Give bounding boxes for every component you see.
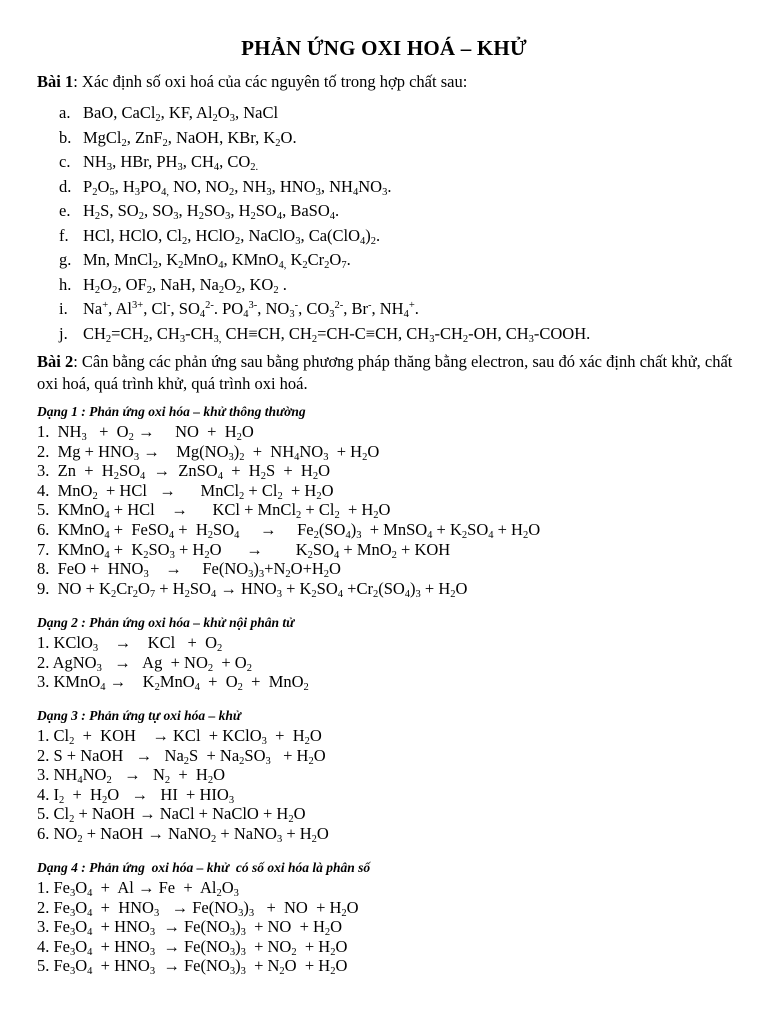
reaction-equation: 3. $Zn + H_2SO_4$ → ZnSO$_4$ + $H_2S + H_2O$ <box>37 461 331 483</box>
item-formulas: $P_2O_5$, $H_3PO_{4,}$ NO, $NO_2$, $NH_3$, $HNO_3$, $NH_4NO_3$. <box>83 176 392 198</box>
reaction-equation: 6. $NO_2$ + NaOH → NaNO$_2$ + NaNO$_3$ + $H_2O$ <box>37 823 329 845</box>
reaction-equation: 3. $Fe_3O_4 + HNO_3 \to Fe(NO_3)_3$ + NO + $H_2O$ <box>37 917 343 939</box>
reaction-equation: 7. KMnO$_4$ + $K_2SO_3 + H_2O$ → $K_2SO_4 + MnO_2$ + KOH <box>37 539 451 561</box>
reaction-equation: 6. KMnO$_4$ + FeSO$_4$ + $H_2SO_4$ → $Fe_2(SO_4)_3$ + MnSO$_4$ + $K_2SO_4 + H_2O$ <box>37 519 541 541</box>
exercise-1-item <box>59 249 590 274</box>
reaction-equation: 2. $Fe_3O_4 + HNO_3 \to Fe(NO_3)_3$ + NO + $H_2O$ <box>37 897 359 919</box>
item-formulas: MgCl$_2$, ZnF$_2$, NaOH, KBr, $K_2O$. <box>83 127 297 149</box>
exercise-1-item <box>59 274 590 299</box>
section-title: Dạng 2 : Phản ứng oxi hóa – khử nội phân tử <box>37 615 295 630</box>
exercise-1-item <box>59 323 590 348</box>
exercise-1-item <box>59 127 590 152</box>
exercise-1-item <box>59 102 590 127</box>
reaction-equation: 3. KMnO$_4$ → $K_2MnO_4 + O_2 + MnO_2$ <box>37 672 309 694</box>
item-marker: d. <box>59 176 72 196</box>
reaction-equation: 1. $Fe_3O_4 + Al \to Fe + Al_2O_3$ <box>37 878 239 899</box>
item-marker: h. <box>59 274 72 294</box>
reaction-equation: 2. S + NaOH → $Na_2S + Na_2SO_3 + H_2O$ <box>37 745 326 767</box>
item-marker: j. <box>59 323 68 343</box>
reaction-equation: 4. MnO$_2$ + HCl → MnCl$_2$ + $Cl_2 + H_2O$ <box>37 480 334 502</box>
reaction-equation: 1. $NH_3 + O_2$ → NO + $H_2O$ <box>37 422 254 443</box>
item-formulas: Mn, MnCl$_2$, $K_2MnO_4$, KMnO$_{4,}$ $K_2Cr_2O_7$. <box>83 250 351 271</box>
exercise-1-item <box>59 151 590 176</box>
reaction-equation: 3. $NH_4NO_2 \to N_2 + H_2O$ <box>37 765 226 787</box>
reaction-equation: 5. $Fe_3O_4 + HNO_3 \to Fe(NO_3)_3 + N_2O + H_2O$ <box>37 956 348 978</box>
section-title: Dạng 4 : Phản ứng oxi hóa – khử có số oxi hóa là phân số <box>37 860 371 875</box>
reaction-equation: 5. KMnO$_4$ + HCl → KCl + MnCl$_2$ + $Cl_2 + H_2O$ <box>37 500 391 522</box>
exercise-1-list <box>59 102 590 347</box>
item-marker: g. <box>59 250 72 269</box>
exercise-1-label: Bài 1 <box>37 72 74 91</box>
reaction-equation: 4. $I_2 + H_2O$ → HI + $HIO_3$ <box>37 784 235 806</box>
section-dang-4 <box>37 858 370 976</box>
reaction-equation: 1. $Cl_2$ + KOH → KCl + KClO$_3$ + $H_2O$ <box>37 726 322 747</box>
exercise-1-heading <box>37 71 467 92</box>
reaction-equation: 5. $Cl_2$ + NaOH → NaCl + NaClO + $H_2O$ <box>37 804 306 826</box>
reaction-equation: 2. AgNO$_3$ → $Ag + NO_2 + O_2$ <box>37 652 252 674</box>
exercise-1-item <box>59 298 590 323</box>
item-marker: f. <box>59 225 69 245</box>
reaction-equation: 1. KClO$_3$ → KCl + $O_2$ <box>37 633 223 654</box>
exercise-2-label: Bài 2 <box>37 352 74 371</box>
item-formulas: BaO, CaCl$_2$, KF, $Al_2O_3$, NaCl <box>83 103 279 124</box>
item-formulas: $H_2S$, $SO_2$, $SO_3$, $H_2SO_3$, $H_2SO_4$, BaSO$_4$. <box>83 201 340 222</box>
section-dang-2 <box>37 613 309 692</box>
exercise-1-item <box>59 225 590 250</box>
item-marker: a. <box>59 103 71 122</box>
exercise-2-text: : Cân bằng các phản ứng sau bằng phương pháp thăng bằng electron, sau đó xác định chất khử, chất oxi hoá, quá trình khử, quá trình oxi hoá. <box>37 352 733 393</box>
section-title: Dạng 1 : Phản ứng oxi hóa – khử thông thường <box>37 404 306 419</box>
section-dang-1 <box>37 402 540 598</box>
item-formulas: Na+, $Al^{3+}$, Cl-, $SO_4^{2-}$. $PO_4^{3-}$, $NO_3^-$, $CO_3^{2-}$, Br-, $NH_4^+$. <box>83 299 419 320</box>
item-marker: b. <box>59 127 72 147</box>
reaction-equation: 8. FeO + $HNO_3$ → $Fe(NO_3)_3+N_2O+H_2O$ <box>37 559 341 581</box>
reaction-equation: 9. NO + $K_2Cr_2O_7 + H_2SO_4 \to HNO_3 + K_2SO_4 +Cr_2(SO_4)_3 + H_2O$ <box>37 578 468 600</box>
item-marker: i. <box>59 299 68 318</box>
exercise-2-heading <box>37 351 737 394</box>
item-formulas: $H_2O_2$, $OF_2$, NaH, $Na_2O_2$, $KO_2$ . <box>83 274 287 296</box>
item-formulas: HCl, HClO, $Cl_2$, HClO$_2$, NaClO$_3$, $Ca(ClO_4)_2$. <box>83 225 381 247</box>
exercise-1-text: : Xác định số oxi hoá của các nguyên tố trong hợp chất sau: <box>73 72 468 91</box>
section-title: Dạng 3 : Phản ứng tự oxi hóa – khử <box>37 708 241 723</box>
page-title: PHẢN ỨNG OXI HOÁ – KHỬ <box>241 36 527 60</box>
section-dang-3 <box>37 706 329 844</box>
exercise-1-item <box>59 176 590 201</box>
item-formulas: $NH_3$, HBr, $PH_3$, $CH_4$, $CO_{2.}$ <box>83 152 259 173</box>
item-marker: e. <box>59 201 71 220</box>
exercise-1-item <box>59 200 590 225</box>
item-marker: c. <box>59 152 71 171</box>
reaction-equation: 2. $Mg + HNO_3$ → $Mg(NO_3)_2 + NH_4NO_3 + H_2O$ <box>37 441 380 463</box>
item-formulas: $CH_2=CH_2$, $CH_3-CH_{3,}$ CH≡CH, $CH_2=CH-C\equiv CH$, $CH_3-CH_2-OH$, $CH_3$-COOH. <box>83 323 591 345</box>
reaction-equation: 4. $Fe_3O_4 + HNO_3 \to Fe(NO_3)_3 + NO_2 + H_2O$ <box>37 936 348 958</box>
